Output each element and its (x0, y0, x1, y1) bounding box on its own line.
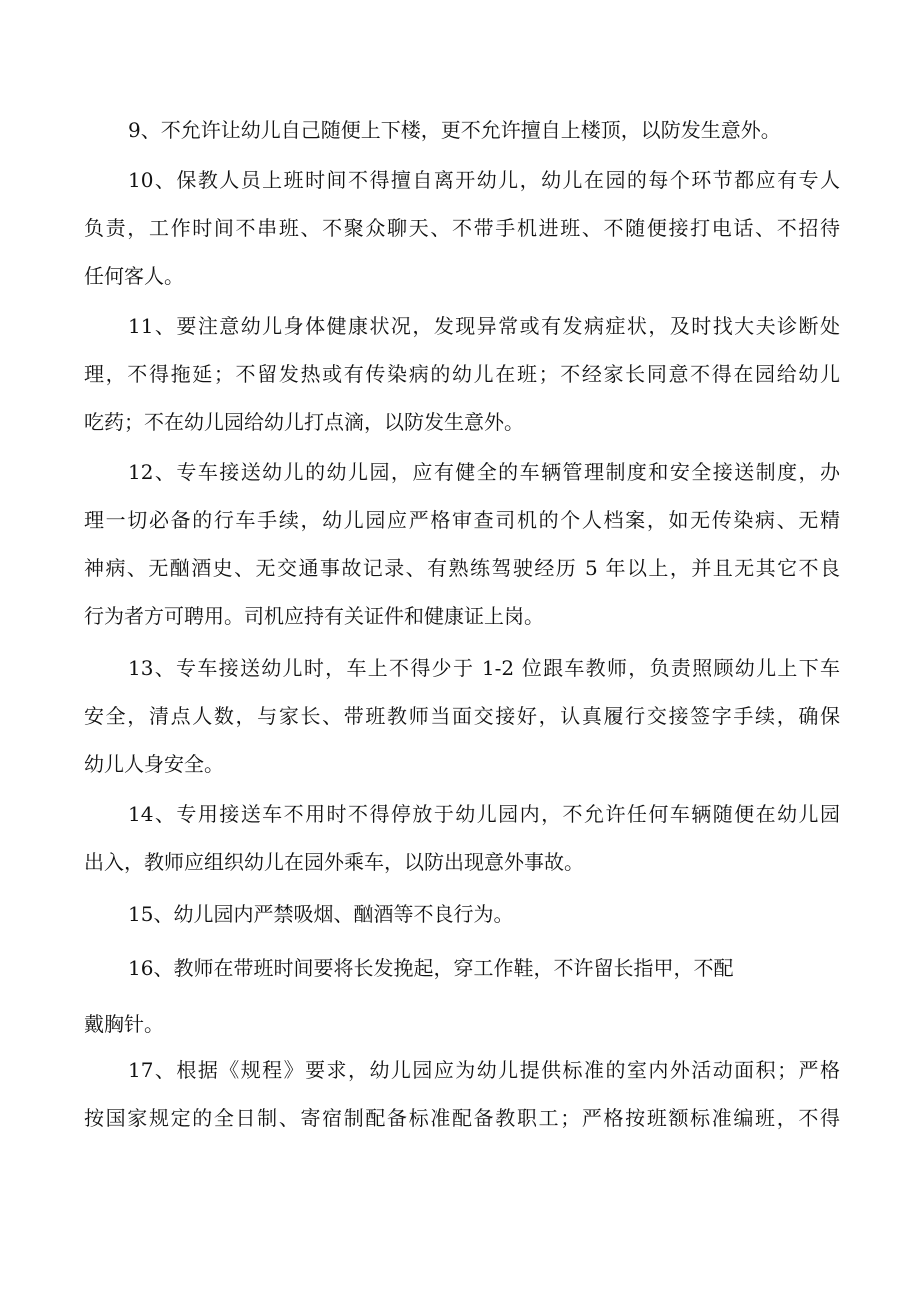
rule-12-line-3: 神病、无酗酒史、无交通事故记录、有熟练驾驶经历 5 年以上，并且无其它不良 (84, 556, 840, 580)
rule-14-line-2: 出入，教师应组织幼儿在园外乘车，以防出现意外事故。 (84, 850, 584, 874)
rule-16-line-2: 戴胸针。 (84, 1012, 164, 1036)
rule-11-line-3: 吃药；不在幼儿园给幼儿打点滴，以防发生意外。 (84, 410, 524, 434)
rule-10-line-2: 负责，工作时间不串班、不聚众聊天、不带手机进班、不随便接打电话、不招待 (84, 216, 840, 240)
rule-12-line-1: 12、专车接送幼儿的幼儿园，应有健全的车辆管理制度和安全接送制度，办 (128, 460, 840, 484)
rule-9-line-1: 9、不允许让幼儿自己随便上下楼，更不允许擅自上楼顶，以防发生意外。 (128, 118, 781, 142)
rule-10-line-1: 10、保教人员上班时间不得擅自离开幼儿，幼儿在园的每个环节都应有专人 (128, 168, 840, 192)
rule-12-line-4: 行为者方可聘用。司机应持有关证件和健康证上岗。 (84, 604, 544, 628)
rule-13-line-1: 13、专车接送幼儿时，车上不得少于 1-2 位跟车教师，负责照顾幼儿上下车 (128, 656, 840, 680)
rule-15-line-1: 15、幼儿园内严禁吸烟、酗酒等不良行为。 (128, 902, 514, 926)
rule-17-line-1: 17、根据《规程》要求，幼儿园应为幼儿提供标准的室内外活动面积；严格 (128, 1058, 840, 1082)
rule-14-line-1: 14、专用接送车不用时不得停放于幼儿园内，不允许任何车辆随便在幼儿园 (128, 802, 840, 826)
rule-11-line-2: 理，不得拖延；不留发热或有传染病的幼儿在班；不经家长同意不得在园给幼儿 (84, 362, 840, 386)
rule-13-line-2: 安全，清点人数，与家长、带班教师当面交接好，认真履行交接签字手续，确保 (84, 704, 840, 728)
rule-12-line-2: 理一切必备的行车手续，幼儿园应严格审查司机的个人档案，如无传染病、无精 (84, 508, 840, 532)
rule-11-line-1: 11、要注意幼儿身体健康状况，发现异常或有发病症状，及时找大夫诊断处 (128, 314, 840, 338)
rule-13-line-3: 幼儿人身安全。 (84, 752, 224, 776)
rule-17-line-2: 按国家规定的全日制、寄宿制配备标准配备教职工；严格按班额标准编班，不得 (84, 1106, 840, 1130)
rule-10-line-3: 任何客人。 (84, 264, 184, 288)
rule-16-line-1: 16、教师在带班时间要将长发挽起，穿工作鞋，不许留长指甲，不配 (128, 956, 734, 980)
